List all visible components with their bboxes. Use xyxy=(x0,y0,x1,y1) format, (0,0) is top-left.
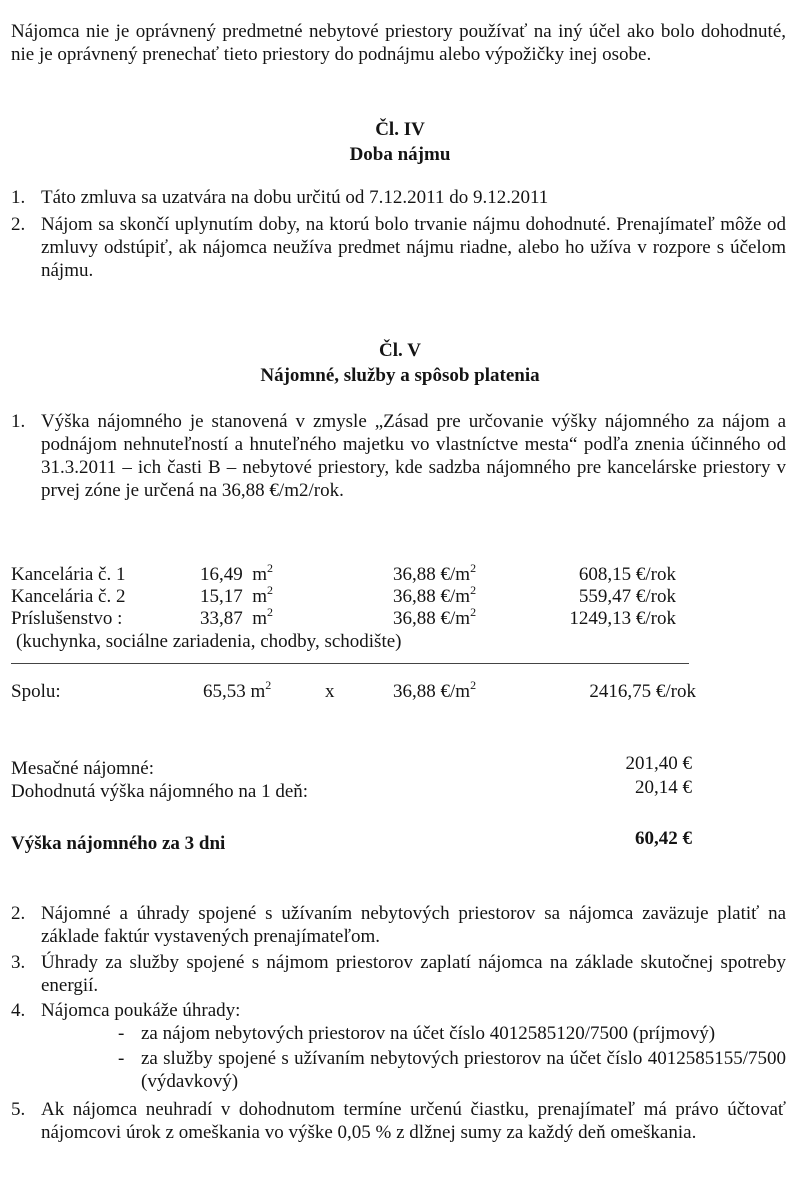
list-text: Výška nájomného je stanovená v zmysle „Zásad pre určovanie výšky nájomného za nájom a podnájom nehnuteľností a hnuteľného majetku vo vlastníctve mesta“ podľa znenia účinného od 31.3.2011 – ich časti B – nebytové priestory, kde sadzba nájomného pre kancelárske priestory v prvej zóne je určená na 36,88 €/m2/rok. xyxy=(41,411,786,501)
list-text: Úhrady za služby spojené s nájmom priestorov zaplatí nájomca na základe skutočnej spotreby energií. xyxy=(41,952,786,996)
subitem-text: za služby spojené s užívaním nebytových priestorov na účet číslo 4012585155/7500 (výdavkový) xyxy=(141,1048,786,1092)
payment-subitem-1 xyxy=(118,1022,786,1045)
article-4-item-2 xyxy=(11,213,786,282)
daily-rent-label: Dohodnutá výška nájomného na 1 deň: xyxy=(11,781,309,802)
row-label: Kancelária č. 2 xyxy=(11,586,126,607)
list-text: Nájomné a úhrady spojené s užívaním nebytových priestorov sa nájomca zaväzuje platiť na základe faktúr vystavených prenajímateľom. xyxy=(41,903,786,947)
row-total: 1249,13 €/rok xyxy=(569,608,676,629)
daily-rent-value: 20,14 € xyxy=(635,777,692,798)
list-number: 1. xyxy=(11,187,26,208)
list-text: Nájom sa skončí uplynutím doby, na ktorú bolo trvanie nájmu dohodnuté. Prenajímateľ môže od zmluvy odstúpiť, ak nájomca neužíva predmet nájmu riadne, alebo ho užíva v rozpore s účelom nájmu. xyxy=(41,214,786,281)
accessories-note: (kuchynka, sociálne zariadenia, chodby, schodište) xyxy=(16,631,402,652)
row-rate: 36,88 $€/m^2$ xyxy=(393,582,477,607)
sum-rate: 36,88 $€/m^2$ xyxy=(393,677,477,702)
row-area: 15,17 $m^2$ xyxy=(200,582,274,607)
article-5-item-5 xyxy=(11,1098,786,1144)
row-rate: 36,88 $€/m^2$ xyxy=(393,560,477,585)
article-5-item-2 xyxy=(11,902,786,948)
list-number: 2. xyxy=(11,903,26,924)
list-text: Táto zmluva sa uzatvára na dobu určitú od 7.12.2011 do 9.12.2011 xyxy=(41,187,549,208)
list-number: 3. xyxy=(11,952,26,973)
final-rent-value: 60,42 € xyxy=(635,828,692,849)
article-5-number: Čl. V xyxy=(379,340,421,361)
subitem-text: za nájom nebytových priestorov na účet číslo 4012585120/7500 (príjmový) xyxy=(141,1023,716,1044)
list-number: 1. xyxy=(11,411,26,432)
article-4-number: Čl. IV xyxy=(375,119,425,140)
dash-marker: - xyxy=(118,1048,125,1069)
article-5-item-4 xyxy=(11,999,786,1022)
list-text: Ak nájomca neuhradí v dohodnutom termíne určenú čiastku, prenajímateľ má právo účtovať nájomcovi úrok z omeškania vo výške 0,05 % z dlžnej sumy za každý deň omeškania. xyxy=(41,1099,786,1143)
monthly-rent-value: 201,40 € xyxy=(625,753,692,774)
final-rent-label: Výška nájomného za 3 dni xyxy=(11,833,226,854)
article-4-item-1 xyxy=(11,186,786,209)
article-5-item-3 xyxy=(11,951,786,997)
list-number: 5. xyxy=(11,1099,26,1120)
monthly-rent-label: Mesačné nájomné: xyxy=(11,758,154,779)
row-label: Príslušenstvo : xyxy=(11,608,123,629)
dash-marker: - xyxy=(118,1023,125,1044)
article-5-title: Nájomné, služby a spôsob platenia xyxy=(260,365,540,386)
intro-paragraph: Nájomca nie je oprávnený predmetné nebytové priestory používať na iný účel ako bolo dohodnuté, nie je oprávnený prenechať tieto priestory do podnájmu alebo výpožičky inej osobe. xyxy=(11,21,786,65)
row-label: Kancelária č. 1 xyxy=(11,564,126,585)
row-area: 16,49 $m^2$ xyxy=(200,560,274,585)
row-area: 33,87 $m^2$ xyxy=(200,604,274,629)
sum-total: 2416,75 €/rok xyxy=(589,681,696,702)
sum-label: Spolu: xyxy=(11,681,61,702)
sum-multiply: x xyxy=(325,681,335,702)
divider-line xyxy=(11,663,689,664)
article-4-title: Doba nájmu xyxy=(349,144,451,165)
sum-area: 65,53 $m^2$ xyxy=(203,677,272,702)
list-number: 4. xyxy=(11,1000,26,1021)
article-5-item-1 xyxy=(11,410,786,502)
row-total: 608,15 €/rok xyxy=(578,564,676,585)
row-rate: 36,88 $€/m^2$ xyxy=(393,604,477,629)
payment-subitem-2 xyxy=(118,1047,786,1093)
row-total: 559,47 €/rok xyxy=(578,586,676,607)
list-text: Nájomca poukáže úhrady: xyxy=(41,1000,241,1021)
list-number: 2. xyxy=(11,214,26,235)
